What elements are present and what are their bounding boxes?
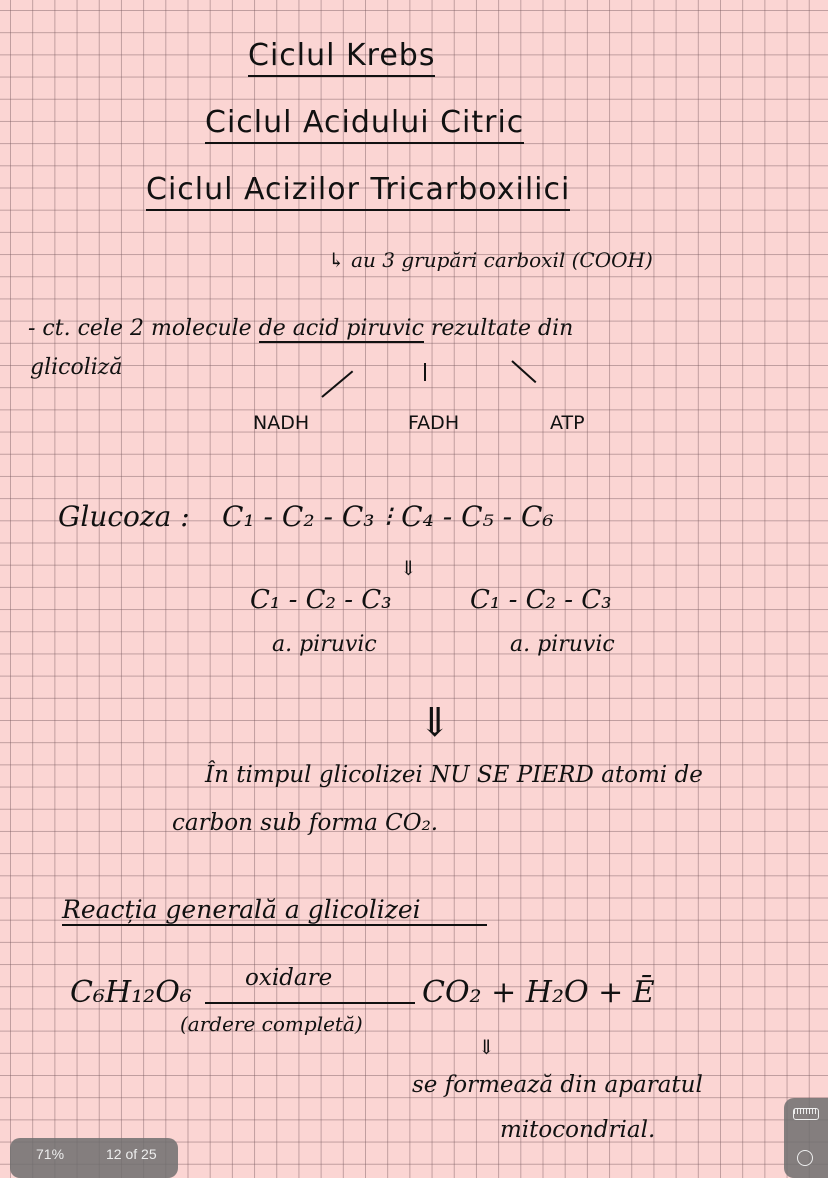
circle-tool-icon[interactable] xyxy=(797,1150,813,1166)
glucose-label: Glucoza : xyxy=(58,500,190,533)
statement-line1: În timpul glicolizei NU SE PIERD atomi de xyxy=(205,762,703,788)
statement-line2: carbon sub forma CO₂. xyxy=(172,810,439,836)
product-atp: ATP xyxy=(550,412,585,434)
reaction-above-arrow: oxidare xyxy=(245,965,333,991)
reaction-note-line1: se formează din aparatul xyxy=(412,1072,703,1098)
page-indicator[interactable] xyxy=(10,1138,178,1178)
title-krebs: Ciclul Krebs xyxy=(248,38,435,77)
page-counter: 12 of 25 xyxy=(106,1146,157,1162)
title-citric: Ciclul Acidului Citric xyxy=(205,105,524,144)
sentence-suffix: rezultate din xyxy=(423,316,574,341)
branch-line xyxy=(511,360,536,383)
sentence-line2: glicoliză xyxy=(30,355,123,380)
branch-line xyxy=(321,371,353,398)
reaction-note-line2: mitocondrial. xyxy=(500,1117,656,1143)
glucose-chain: C₁ - C₂ - C₃ ⁝ C₄ - C₅ - C₆ xyxy=(222,500,554,533)
sentence-underlined: de acid piruvic xyxy=(258,316,424,341)
product-fadh: FADH xyxy=(408,412,460,434)
branch-line xyxy=(424,363,426,381)
reaction-reactant: C₆H₁₂O₆ xyxy=(70,975,192,1010)
tool-sidebar xyxy=(784,1098,828,1178)
reaction-below-arrow: (ardere completă) xyxy=(180,1012,363,1036)
product-nadh: NADH xyxy=(253,412,310,434)
note-carboxyl: ↳ au 3 grupări carboxil (COOH) xyxy=(328,248,653,272)
fragment-chain-1: C₁ - C₂ - C₃ xyxy=(250,585,392,615)
fragment-name-1: a. piruvic xyxy=(272,632,377,657)
reaction-heading: Reacția generală a glicolizei xyxy=(62,895,487,926)
ruler-icon[interactable] xyxy=(793,1108,819,1120)
down-arrow: ⇓ xyxy=(418,700,452,746)
reaction-arrow xyxy=(205,1002,415,1004)
sentence-pyruvic xyxy=(28,316,573,341)
split-arrow: ⇓ xyxy=(400,556,417,580)
fragment-chain-2: C₁ - C₂ - C₃ xyxy=(470,585,612,615)
sentence-prefix: - ct. cele 2 molecule xyxy=(28,316,259,341)
title-tricarboxylic: Ciclul Acizilor Tricarboxilici xyxy=(146,172,570,211)
reaction-products: CO₂ + H₂O + Ē xyxy=(422,975,655,1010)
zoom-level: 71% xyxy=(36,1146,65,1162)
fragment-name-2: a. piruvic xyxy=(510,632,615,657)
reaction-down-arrow: ⇓ xyxy=(478,1035,495,1059)
